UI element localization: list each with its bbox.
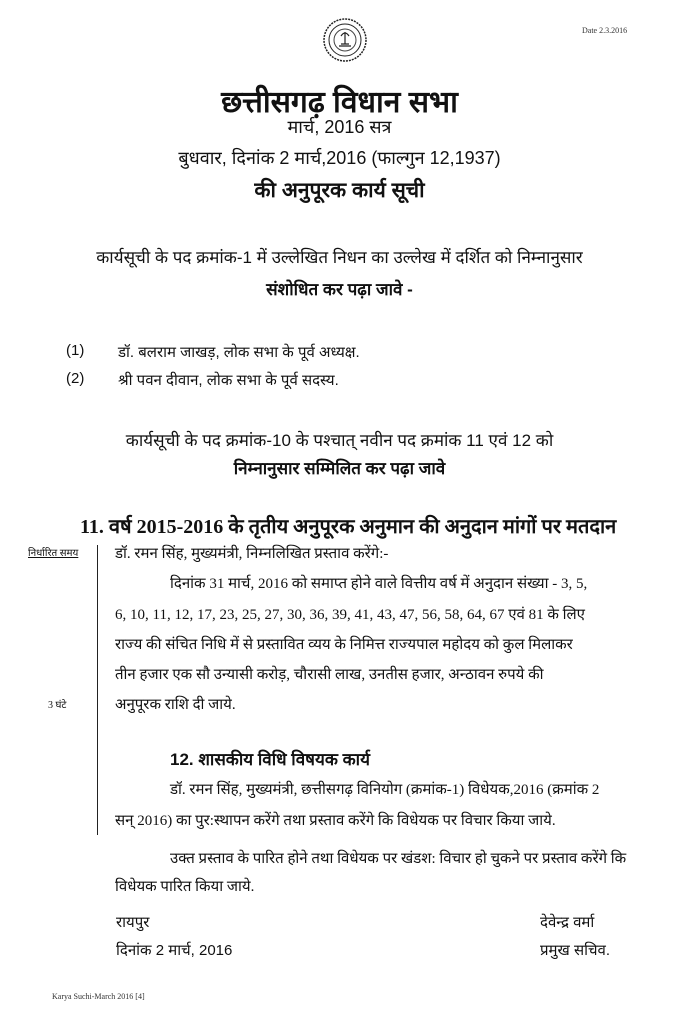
assembly-seal-emblem (323, 18, 367, 62)
signatory-name: देवेन्द्र वर्मा (540, 914, 595, 931)
item11-text: दिनांक 31 मार्च, 2016 को समाप्त होने वाले वित्तीय वर्ष में अनुदान संख्या - 3, 5, (170, 576, 588, 592)
list-item: श्री पवन दीवान, लोक सभा के पूर्व सदस्य. (118, 372, 339, 389)
list-item-number: (1) (66, 342, 85, 359)
date-stamp: Date 2.3.2016 (582, 26, 628, 35)
item11-text: राज्य की संचित निधि में से प्रस्तावित व्यय के निमित्त राज्यपाल महोदय को कुल मिलाकर (115, 637, 573, 653)
item12-text: सन् 2016) का पुर:स्थापन करेंगे तथा प्रस्ताव करेंगे कि विधेयक पर विचार किया जाये. (115, 813, 556, 829)
footer-date: दिनांक 2 मार्च, 2016 (116, 942, 233, 959)
item11-text: अनुपूरक राशि दी जाये. (115, 697, 236, 713)
margin-divider (97, 545, 98, 835)
allotted-time-value: 3 घंटे (48, 700, 67, 711)
item12-text: डॉ. रमन सिंह, मुख्यमंत्री, छत्तीसगढ़ विनियोग (क्रमांक-1) विधेयक,2016 (क्रमांक 2 (170, 782, 600, 798)
subtitle: की अनुपूरक कार्य सूची (254, 179, 425, 202)
place: रायपुर (116, 914, 150, 931)
item11-text: डॉ. रमन सिंह, मुख्यमंत्री, निम्नलिखित प्रस्ताव करेंगे:- (115, 546, 389, 562)
item11-text: तीन हजार एक सौ उन्यासी करोड़, चौरासी लाख, उनतीस हजार, अन्ठावन रुपये की (115, 667, 544, 683)
section2-line1: कार्यसूची के पद क्रमांक-10 के पश्चात् नवीन पद क्रमांक 11 एवं 12 को (125, 431, 554, 450)
list-item: डॉ. बलराम जाखड़, लोक सभा के पूर्व अध्यक्ष. (118, 344, 360, 361)
item12-text: विधेयक पारित किया जाये. (115, 879, 255, 895)
item12-heading: 12. शासकीय विधि विषयक कार्य (170, 750, 370, 769)
item12-text: उक्त प्रस्ताव के पारित होने तथा विधेयक पर खंडश: विचार हो चुकने पर प्रस्ताव करेंगे कि (170, 851, 627, 867)
item11-heading: 11. वर्ष 2015-2016 के तृतीय अनुपूरक अनुमान की अनुदान मांगों पर मतदान (80, 516, 617, 538)
date-line: बुधवार, दिनांक 2 मार्च,2016 (फाल्गुन 12,1937) (178, 148, 501, 168)
section1-line1: कार्यसूची के पद क्रमांक-1 में उल्लेखित निधन का उल्लेख में दर्शित को निम्नानुसार (96, 248, 583, 267)
allotted-time-label: निर्धारित समय (28, 548, 79, 559)
file-reference: Karya Suchi-March 2016 [4] (52, 992, 145, 1001)
list-item-number: (2) (66, 370, 85, 387)
section1-line2: संशोधित कर पढ़ा जावे - (266, 280, 413, 299)
page-title: छत्तीसगढ़ विधान सभा (221, 86, 458, 119)
item11-text: 6, 10, 11, 12, 17, 23, 25, 27, 30, 36, 39, 41, 43, 47, 56, 58, 64, 67 एवं 81 के लिए (115, 607, 585, 623)
session-label: मार्च, 2016 सत्र (287, 117, 392, 137)
signatory-title: प्रमुख सचिव. (540, 942, 611, 959)
section2-line2: निम्नानुसार सम्मिलित कर पढ़ा जावे (233, 459, 446, 478)
